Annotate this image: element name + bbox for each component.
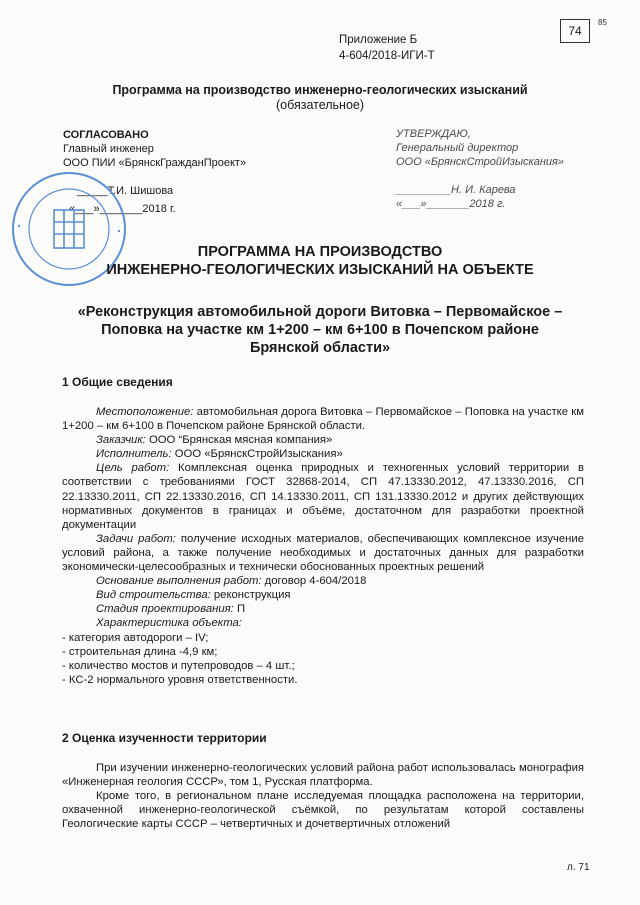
object-title — [40, 303, 600, 357]
list-item: - категория автодороги – IV; — [62, 631, 209, 644]
object-title-line1: «Реконструкция автомобильной дороги Витовка – Первомайское – — [77, 304, 563, 320]
section2-paragraph1: При изучении инженерно-геологических условий района работ использовалась монография «Инженерная геология СССР», том 1, Русская платформа. — [62, 762, 584, 789]
approval-signer-right: _________Н. И. Карева — [396, 184, 516, 196]
location-paragraph: Местоположение: автомобильная дорога Витовка – Первомайское – Поповка на участке км 1+200 – км 6+100 в Почепском районе Брянской области. — [62, 406, 584, 433]
basis-line: Основание выполнения работ: договор 4-604/2018 — [96, 575, 367, 588]
main-title — [0, 243, 640, 279]
approval-position-right: Генеральный директор — [396, 142, 519, 154]
appendix-label: Приложение Б — [339, 34, 418, 46]
characteristics-label: Характеристика объекта: — [96, 617, 242, 630]
tasks-paragraph: Задачи работ: получение исходных материалов, обеспечивающих комплексное изучение условий района, а также получение необходимых и достаточных данных для разработки экономически-целесообразных и технически обоснованных проектных решений — [62, 532, 585, 574]
main-title-line2: ИНЖЕНЕРНО-ГЕОЛОГИЧЕСКИХ ИЗЫСКАНИЙ НА ОБЪЕКТЕ — [106, 262, 534, 278]
customer-line: Заказчик: ООО “Брянская мясная компания» — [96, 434, 333, 447]
approval-org-left: ООО ПИИ «БрянскГражданПроект» — [63, 157, 247, 169]
program-title — [0, 83, 640, 113]
contractor-line: Исполнитель: ООО «БрянскСтройИзыскания» — [96, 448, 343, 461]
section2-heading: 2 Оценка изученности территории — [62, 731, 267, 745]
goal-paragraph: Цель работ: Комплексная оценка природных и техногенных условий территории в соответствии с требованиями ГОСТ 32868-2014, СП 47.13330.2012, 47.13330.2016, СП 22.13330.2011, СП 22.13330.2016, СП 14.13330.2011, СП 131.13330.2012 и других действующих нормативных документов в границах и объёме, достаточном для разработки проектной документации — [62, 462, 584, 531]
main-title-line1: ПРОГРАММА НА ПРОИЗВОДСТВО — [197, 244, 443, 260]
page-number-small: 85 — [598, 18, 607, 27]
list-item: - количество мостов и путепроводов – 4 шт.; — [62, 659, 295, 672]
approval-position-left: Главный инженер — [63, 143, 154, 155]
page-number-box: 74 — [560, 19, 590, 43]
stage-line: Стадия проектирования: П — [96, 603, 246, 616]
sheet-number: л. 71 — [567, 862, 590, 873]
approval-heading-right: УТВЕРЖДАЮ, — [396, 128, 471, 140]
construction-line: Вид строительства: реконструкция — [96, 589, 291, 602]
appendix-header — [339, 32, 435, 64]
object-title-line2: Поповка на участке км 1+200 – км 6+100 в Почепском районе — [101, 322, 539, 338]
section2-body — [62, 761, 584, 831]
approval-block-right — [396, 127, 564, 211]
program-title-text: Программа на производство инженерно-геологических изысканий — [112, 83, 528, 97]
list-item: - КС-2 нормального уровня ответственности. — [62, 673, 298, 686]
object-title-line3: Брянской области» — [249, 340, 391, 356]
section2-paragraph2: Кроме того, в региональном плане исследуемая площадка расположена на территории, охваченной инженерно-геологической съёмкой, по результатам которой составлены Геологические карты СССР – четвертичных и дочетвертичных отложений — [62, 790, 584, 831]
approval-date-right: «___»_______2018 г. — [396, 198, 506, 210]
approval-signer-left: _____Т.И. Шишова — [77, 185, 174, 197]
list-item: - строительная длина -4,9 км; — [62, 645, 218, 658]
section1-heading: 1 Общие сведения — [62, 375, 173, 389]
section1-body — [62, 405, 584, 687]
approval-date-left: «___»_______2018 г. — [69, 203, 176, 215]
approval-heading-left: СОГЛАСОВАНО — [63, 129, 149, 141]
characteristics-list — [62, 631, 584, 687]
program-title-note: (обязательное) — [275, 98, 365, 112]
approval-org-right: ООО «БрянскСтройИзыскания» — [396, 156, 565, 168]
document-code: 4-604/2018-ИГИ-Т — [339, 50, 435, 62]
